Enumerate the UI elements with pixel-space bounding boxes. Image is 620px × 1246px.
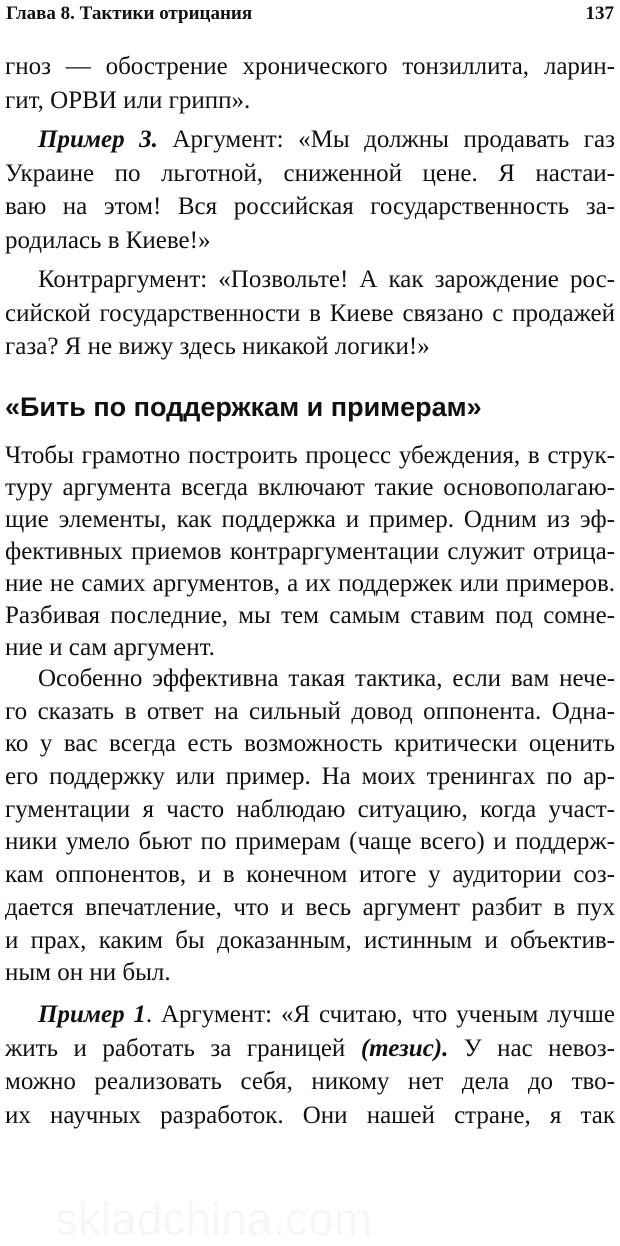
text-line (5, 50, 615, 84)
text-segment: го сказать в ответ на сильный довод оппонента. Одна- (5, 697, 615, 725)
paragraph-example-3 (5, 123, 615, 257)
text-segment: Контраргумент: «Позвольте! А как зарождение рос- (38, 266, 615, 293)
text-line (5, 297, 615, 331)
paragraph (5, 440, 615, 672)
text-segment: . Аргумент: «Я считаю, что ученым лучше (145, 1001, 615, 1028)
paragraph (5, 663, 615, 990)
text-line (5, 925, 615, 958)
text-line (5, 157, 615, 191)
text-segment: жить и работать за границей (5, 1034, 361, 1062)
text-line (5, 696, 615, 729)
text-line (5, 663, 615, 696)
text-segment: Разбивая последние, мы тем самым ставим под сомне- (5, 602, 615, 629)
watermark: skladchina.com (55, 1193, 373, 1245)
text-line (5, 957, 615, 990)
emphasis-text: (тезис). (360, 1034, 449, 1062)
text-segment: ко у вас всегда есть возможность критически оценить (5, 730, 615, 758)
text-line (5, 1032, 615, 1066)
text-line (5, 224, 615, 258)
text-segment: кам оппонентов, и в конечном итоге у аудитории соз- (5, 861, 615, 889)
text-segment: Аргумент: «Мы должны продавать газ (157, 126, 616, 153)
text-segment: дается впечатление, что и весь аргумент разбит в пух (5, 893, 615, 921)
text-line (5, 84, 615, 118)
text-line (5, 794, 615, 827)
text-segment: можно реализовать себя, никому нет дела до тво- (5, 1068, 615, 1096)
text-segment: туру аргумента всегда включают такие основополагаю- (5, 474, 615, 501)
text-segment: Украине по льготной, сниженной цене. Я настаи- (5, 159, 615, 187)
text-line (5, 263, 615, 297)
text-line (5, 440, 615, 472)
text-segment: гноз — обострение хронического тонзиллита, ларин- (5, 53, 615, 80)
text-line (5, 1099, 615, 1133)
page-number: 137 (585, 3, 614, 24)
running-header-chapter-title: Глава 8. Тактики отрицания (6, 3, 253, 24)
text-segment: Особенно эффективна такая тактика, если вам нече- (38, 665, 615, 692)
text-segment: Чтобы грамотно построить процесс убеждения, в струк- (5, 442, 615, 469)
text-segment: сийской государственности в Киеве связано с продажей (5, 299, 615, 327)
paragraph-example-1 (5, 998, 615, 1132)
text-line (5, 826, 615, 859)
text-line (5, 190, 615, 224)
text-line (5, 761, 615, 794)
text-line (5, 892, 615, 925)
text-line (5, 568, 615, 600)
text-line (5, 504, 615, 536)
emphasis-text: Пример 1 (38, 1001, 146, 1028)
text-segment: их научных разработок. Они нашей стране, я так (5, 1101, 615, 1129)
text-line (5, 600, 615, 632)
text-segment: и прах, каким бы доказанным, истинным и объектив- (5, 926, 615, 954)
text-segment: ным он ни был. (5, 959, 171, 987)
text-line (5, 632, 615, 664)
text-line (5, 1065, 615, 1099)
text-segment: его поддержку или пример. На моих тренингах по ар- (5, 763, 615, 791)
text-segment: фективных приемов контраргументации служит отрица- (5, 538, 615, 565)
paragraph-counterargument (5, 263, 615, 364)
text-line (5, 472, 615, 504)
text-segment: щие элементы, как поддержка и пример. Одним из эф- (5, 506, 615, 533)
text-line (5, 998, 615, 1032)
text-line (5, 728, 615, 761)
text-segment: ваю на этом! Вся российская государственность за- (5, 193, 615, 221)
section-heading: «Бить по поддержкам и примерам» (5, 392, 482, 422)
text-segment: У нас невоз- (448, 1034, 615, 1062)
text-segment: родилась в Киеве!» (5, 226, 211, 254)
text-line (5, 859, 615, 892)
text-segment: гументации я часто наблюдаю ситуацию, когда участ- (5, 795, 615, 823)
paragraph (5, 50, 615, 117)
text-line (5, 123, 615, 157)
text-segment: газа? Я не вижу здесь никакой логики!» (5, 333, 430, 361)
text-segment: ники умело бьют по примерам (чаще всего) и поддерж- (5, 828, 615, 856)
text-segment: гит, ОРВИ или грипп». (5, 86, 251, 114)
text-line (5, 536, 615, 568)
text-segment: ние и сам аргумент. (5, 634, 215, 661)
text-line (5, 330, 615, 364)
emphasis-text: Пример 3. (38, 126, 158, 153)
text-segment: ние не самих аргументов, а их поддержек или примеров. (5, 570, 615, 597)
